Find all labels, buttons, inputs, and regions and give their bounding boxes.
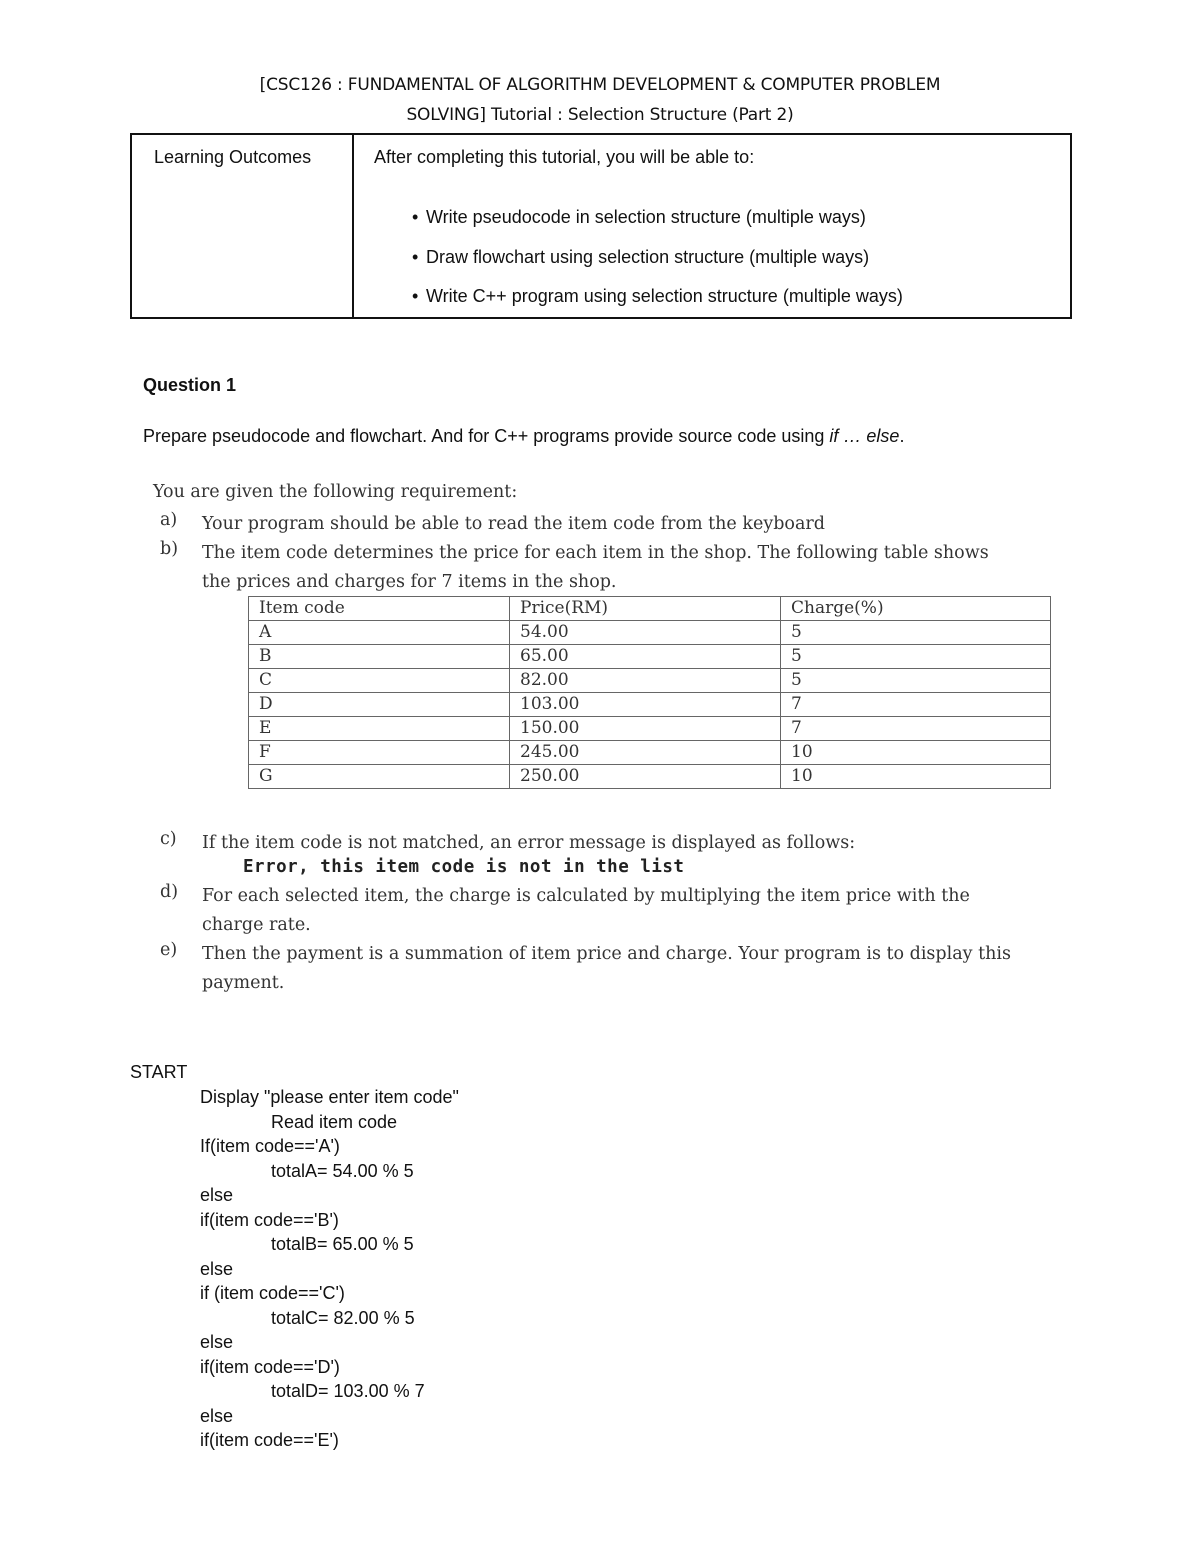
pseudocode-line: If(item code=='A'): [200, 1136, 340, 1156]
requirement-c: c) If the item code is not matched, an error message is displayed as follows:: [160, 829, 856, 853]
table-row: D 103.00 7: [249, 693, 1051, 717]
learning-outcomes-table: [130, 133, 1072, 319]
pseudocode-line: else: [200, 1332, 234, 1352]
pseudocode-line: totalB= 65.00 % 5: [271, 1234, 414, 1254]
requirement-d: d) For each selected item, the charge is calculated by multiplying the item price with the charge rate.: [160, 882, 970, 935]
table-row: E 150.00 7: [249, 717, 1051, 741]
list-item: • Write pseudocode in selection structure (multiple ways): [412, 198, 903, 238]
list-item: • Draw flowchart using selection structure (multiple ways): [412, 238, 903, 278]
learning-outcomes-intro: After completing this tutorial, you will be able to:: [374, 147, 755, 167]
item-price-table: [248, 596, 1051, 789]
document-header: [0, 70, 1200, 130]
bullet-icon: •: [412, 207, 419, 227]
pseudocode-line: Read item code: [271, 1111, 398, 1132]
pseudocode-start: START: [130, 1062, 188, 1082]
table-row: A 54.00 5: [249, 621, 1051, 645]
requirement-e: e) Then the payment is a summation of item price and charge. Your program is to display this payment.: [160, 940, 1011, 993]
pseudocode-line: totalA= 54.00 % 5: [271, 1160, 414, 1181]
learning-outcomes-content: [354, 135, 903, 317]
learning-outcomes-list: [374, 198, 903, 317]
column-header: Price(RM): [510, 597, 781, 621]
bullet-icon: •: [412, 286, 419, 306]
bullet-icon: •: [412, 246, 419, 267]
table-header-row: [249, 597, 1051, 621]
pseudocode-line: else: [200, 1258, 234, 1279]
header-line-2: SOLVING] Tutorial : Selection Structure (Part 2): [406, 105, 794, 125]
table-row: F 245.00 10: [249, 741, 1051, 765]
pseudocode-line: if(item code=='D'): [200, 1356, 340, 1377]
requirement-a: a) Your program should be able to read the item code from the keyboard: [160, 510, 825, 534]
pseudocode-line: if (item code=='C'): [200, 1283, 345, 1303]
requirement-b: b) The item code determines the price for each item in the shop. The following table shows the prices and charges for 7 items in the shop.: [160, 539, 989, 592]
pseudocode-line: if(item code=='E'): [200, 1430, 339, 1450]
table-row: G 250.00 10: [249, 765, 1051, 789]
list-item: • Write C++ program using selection structure (multiple ways): [412, 277, 903, 317]
column-header: Item code: [249, 597, 510, 621]
pseudocode-line: if(item code=='B'): [200, 1209, 339, 1230]
requirements-intro: You are given the following requirement:: [153, 482, 518, 502]
pseudocode-line: else: [200, 1405, 234, 1426]
pseudocode-block: [200, 1085, 459, 1453]
learning-outcomes-label: Learning Outcomes: [132, 135, 354, 317]
column-header: Charge(%): [781, 597, 1051, 621]
header-line-1: [CSC126 : FUNDAMENTAL OF ALGORITHM DEVELOPMENT & COMPUTER PROBLEM: [259, 75, 941, 95]
error-message: Error, this item code is not in the list: [243, 857, 685, 877]
question-title: Question 1: [143, 375, 237, 395]
table-row: C 82.00 5: [249, 669, 1051, 693]
table-row: B 65.00 5: [249, 645, 1051, 669]
pseudocode-line: totalC= 82.00 % 5: [271, 1307, 415, 1328]
question-instruction: Prepare pseudocode and flowchart. And for C++ programs provide source code using if … else.: [143, 426, 905, 446]
pseudocode-line: Display "please enter item code": [200, 1087, 459, 1107]
pseudocode-line: else: [200, 1185, 234, 1205]
pseudocode-line: totalD= 103.00 % 7: [271, 1381, 425, 1401]
